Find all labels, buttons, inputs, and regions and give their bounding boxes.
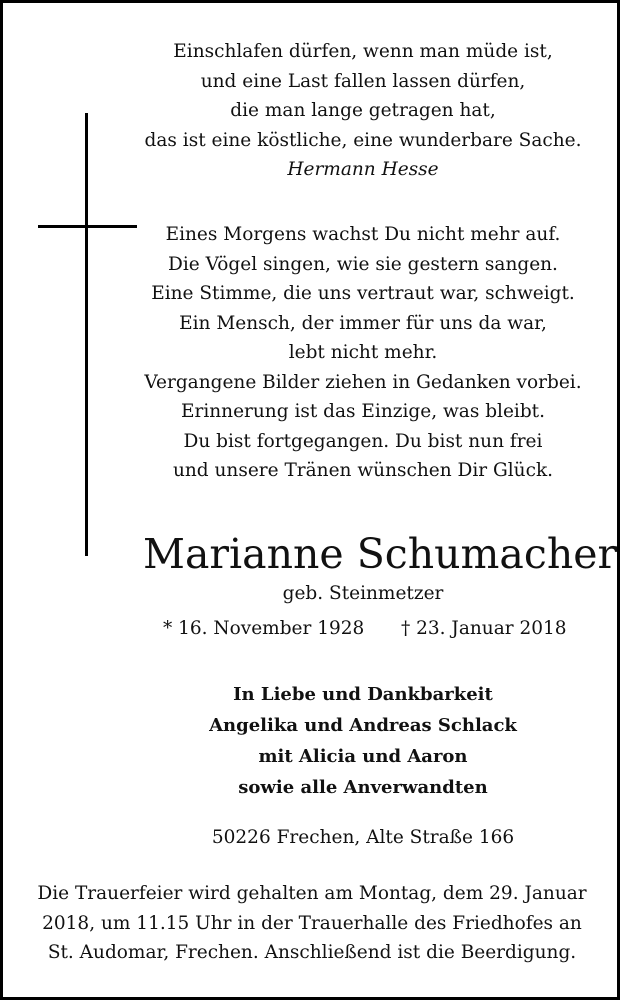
birth-date: * 16. November 1928	[163, 618, 365, 639]
mourner-line: Angelika und Andreas Schlack	[209, 715, 517, 736]
poem-line: und unsere Tränen wünschen Dir Glück.	[172, 460, 554, 481]
poem-line: Einschlafen dürfen, wenn man müde ist,	[173, 41, 553, 62]
poem-line: und eine Last fallen lassen dürfen,	[200, 70, 526, 92]
mourners-block	[143, 679, 583, 803]
mourner-line: In Liebe und Dankbarkeit	[233, 684, 493, 705]
poem-second	[143, 220, 583, 486]
mourner-line: sowie alle Anverwandten	[238, 777, 488, 798]
poem-line: Erinnerung ist das Einzige, was bleibt.	[181, 401, 545, 422]
poem-line: Du bist fortgegangen. Du bist nun frei	[183, 430, 543, 452]
poem-line: Die Vögel singen, wie sie gestern sangen.	[168, 253, 558, 275]
poem-line: Ein Mensch, der immer für uns da war,	[179, 312, 547, 334]
cross-horizontal-bar	[38, 225, 137, 228]
poem-line: Eines Morgens wachst Du nicht mehr auf.	[165, 224, 561, 245]
funeral-line: 2018, um 11.15 Uhr in der Trauerhalle des Friedhofes an	[42, 912, 582, 934]
address: 50226 Frechen, Alte Straße 166	[211, 827, 515, 848]
mourner-line: mit Alicia und Aaron	[258, 746, 468, 767]
funeral-line: St. Audomar, Frechen. Anschließend ist die Beerdigung.	[47, 942, 577, 963]
funeral-info	[33, 879, 591, 968]
poem-line: die man lange getragen hat,	[230, 100, 496, 121]
poem-line: Eine Stimme, die uns vertraut war, schweigt.	[151, 283, 575, 304]
deceased-birth-name: geb. Steinmetzer	[282, 583, 444, 604]
poem-author: Hermann Hesse	[287, 159, 439, 180]
cross-vertical-bar	[85, 113, 88, 556]
death-date: † 23. Januar 2018	[401, 618, 567, 639]
poem-line: lebt nicht mehr.	[288, 342, 438, 363]
poem-line: das ist eine köstliche, eine wunderbare Sache.	[144, 129, 582, 151]
deceased-name: Marianne Schumacher	[143, 530, 618, 578]
poem-hesse	[143, 37, 583, 185]
poem-line: Vergangene Bilder ziehen in Gedanken vorbei.	[144, 371, 582, 393]
funeral-line: Die Trauerfeier wird gehalten am Montag, dem 29. Januar	[37, 883, 587, 904]
